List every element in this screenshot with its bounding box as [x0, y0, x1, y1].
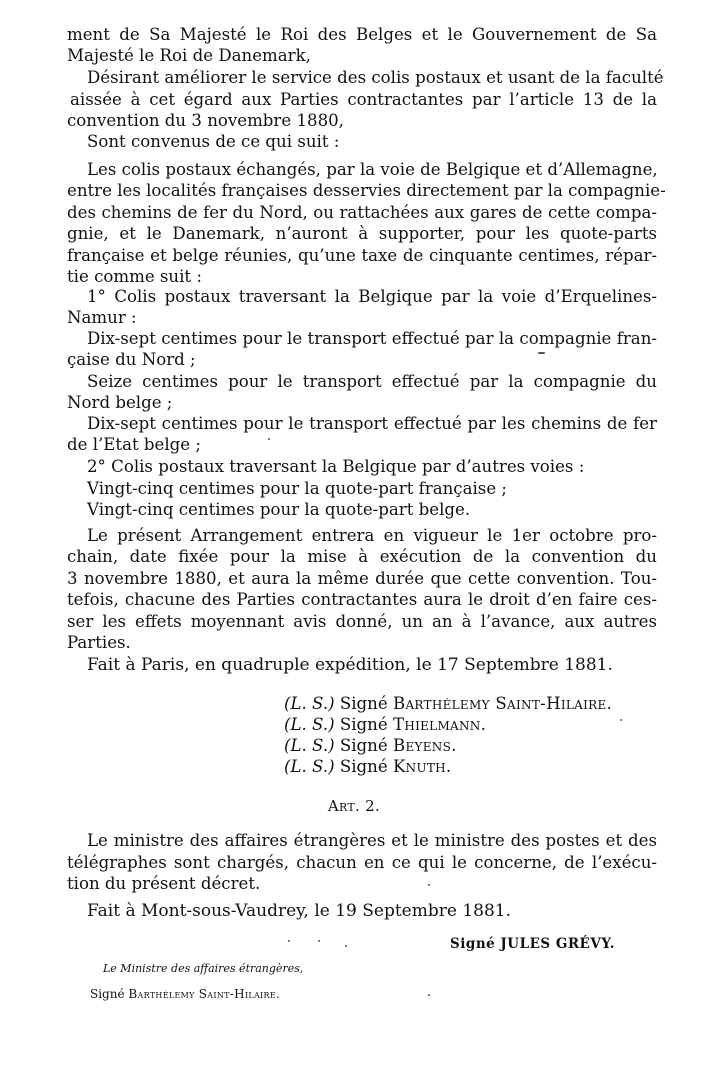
- text-line: Seize centimes pour le transport effectué par la compagnie du: [87, 372, 657, 391]
- signe-word: Signé: [339, 757, 388, 776]
- text-line: Le ministre des affaires étrangères et le ministre des postes et des: [87, 831, 657, 850]
- text-line: ser les effets moyennant avis donné, un an à l’avance, aux autres: [67, 612, 657, 631]
- text-line: aissée à cet égard aux Parties contractantes par l’article 13 de la: [70, 90, 657, 109]
- print-speck: [620, 719, 622, 721]
- print-speck: [268, 438, 270, 440]
- signature-line: [284, 693, 612, 714]
- signatory-name: Barthélemy Saint-Hilaire.: [128, 987, 281, 1001]
- text-line: Le présent Arrangement entrera en vigueur le 1er octobre pro-: [87, 526, 657, 545]
- signature-line: [284, 756, 452, 777]
- text-line: télégraphes sont chargés, chacun en ce qui le concerne, de l’exécu-: [67, 853, 657, 872]
- text-line: ment de Sa Majesté le Roi des Belges et le Gouvernement de Sa: [67, 25, 657, 44]
- signe-word: Signé: [339, 715, 388, 734]
- text-line: 2° Colis postaux traversant la Belgique par d’autres voies :: [87, 457, 585, 476]
- signe-word: Signé: [339, 694, 388, 713]
- signatory-name: Barthélemy Saint-Hilaire.: [392, 694, 613, 713]
- text-line: Fait à Paris, en quadruple expédition, le 17 Septembre 1881.: [87, 655, 613, 675]
- print-speck: [345, 945, 347, 947]
- text-line: de l’Etat belge ;: [67, 435, 201, 454]
- text-line: des chemins de fer du Nord, ou rattachées aux gares de cette compa-: [67, 203, 657, 222]
- print-speck: [538, 352, 545, 354]
- seal-mark: (L. S.): [284, 757, 335, 776]
- text-line: Vingt-cinq centimes pour la quote-part française ;: [87, 479, 508, 498]
- text-line: 1° Colis postaux traversant la Belgique par la voie d’Erquelines-: [87, 287, 657, 306]
- text-line: Fait à Mont-sous-Vaudrey, le 19 Septembre 1881.: [87, 901, 511, 921]
- text-line: Nord belge ;: [67, 393, 173, 412]
- print-speck: [428, 994, 430, 996]
- print-speck: [318, 940, 320, 942]
- signature-line: [284, 714, 486, 735]
- text-line: Sont convenus de ce qui suit :: [87, 132, 340, 151]
- text-line: chain, date fixée pour la mise à exécution de la convention du: [67, 547, 657, 566]
- signatory-name: Thielmann.: [392, 715, 487, 734]
- text-line: Namur :: [67, 308, 137, 327]
- text-line: Parties.: [67, 633, 131, 652]
- minister-title: Le Ministre des affaires étrangères,: [103, 962, 304, 975]
- print-speck: [428, 884, 430, 886]
- text-line: Dix-sept centimes pour le transport effectué par la compagnie fran-: [87, 329, 657, 348]
- text-line: çaise du Nord ;: [67, 350, 196, 369]
- seal-mark: (L. S.): [284, 736, 335, 755]
- text-line: gnie, et le Danemark, n’auront à supporter, pour les quote-parts: [67, 224, 657, 243]
- text-line: convention du 3 novembre 1880,: [67, 111, 344, 130]
- text-line: Vingt-cinq centimes pour la quote-part belge.: [87, 500, 471, 519]
- signe-word: Signé: [90, 987, 125, 1001]
- president-signature: Signé JULES GRÉVY.: [450, 936, 615, 952]
- text-line: tie comme suit :: [67, 267, 202, 286]
- text-line: Désirant améliorer le service des colis postaux et usant de la faculté: [87, 68, 664, 87]
- signature-line: [284, 735, 457, 756]
- seal-mark: (L. S.): [284, 715, 335, 734]
- print-speck: [288, 940, 290, 942]
- minister-signature: [90, 986, 280, 1002]
- article-heading: Art. 2.: [327, 797, 381, 815]
- signe-word: Signé: [339, 736, 388, 755]
- text-line: Les colis postaux échangés, par la voie de Belgique et d’Allemagne,: [87, 160, 658, 179]
- text-line: Majesté le Roi de Danemark,: [67, 46, 311, 65]
- text-line: tion du présent décret.: [67, 874, 261, 893]
- signatory-name: Knuth.: [392, 757, 452, 776]
- text-line: entre les localités françaises desservies directement par la compagnie-: [67, 181, 666, 200]
- text-line: française et belge réunies, qu’une taxe de cinquante centimes, répar-: [67, 246, 657, 265]
- text-line: tefois, chacune des Parties contractantes aura le droit d’en faire ces-: [67, 590, 657, 609]
- text-line: 3 novembre 1880, et aura la même durée que cette convention. Tou-: [67, 569, 657, 588]
- signatory-name: Beyens.: [392, 736, 457, 755]
- seal-mark: (L. S.): [284, 694, 335, 713]
- text-line: Dix-sept centimes pour le transport effectué par les chemins de fer: [87, 414, 657, 433]
